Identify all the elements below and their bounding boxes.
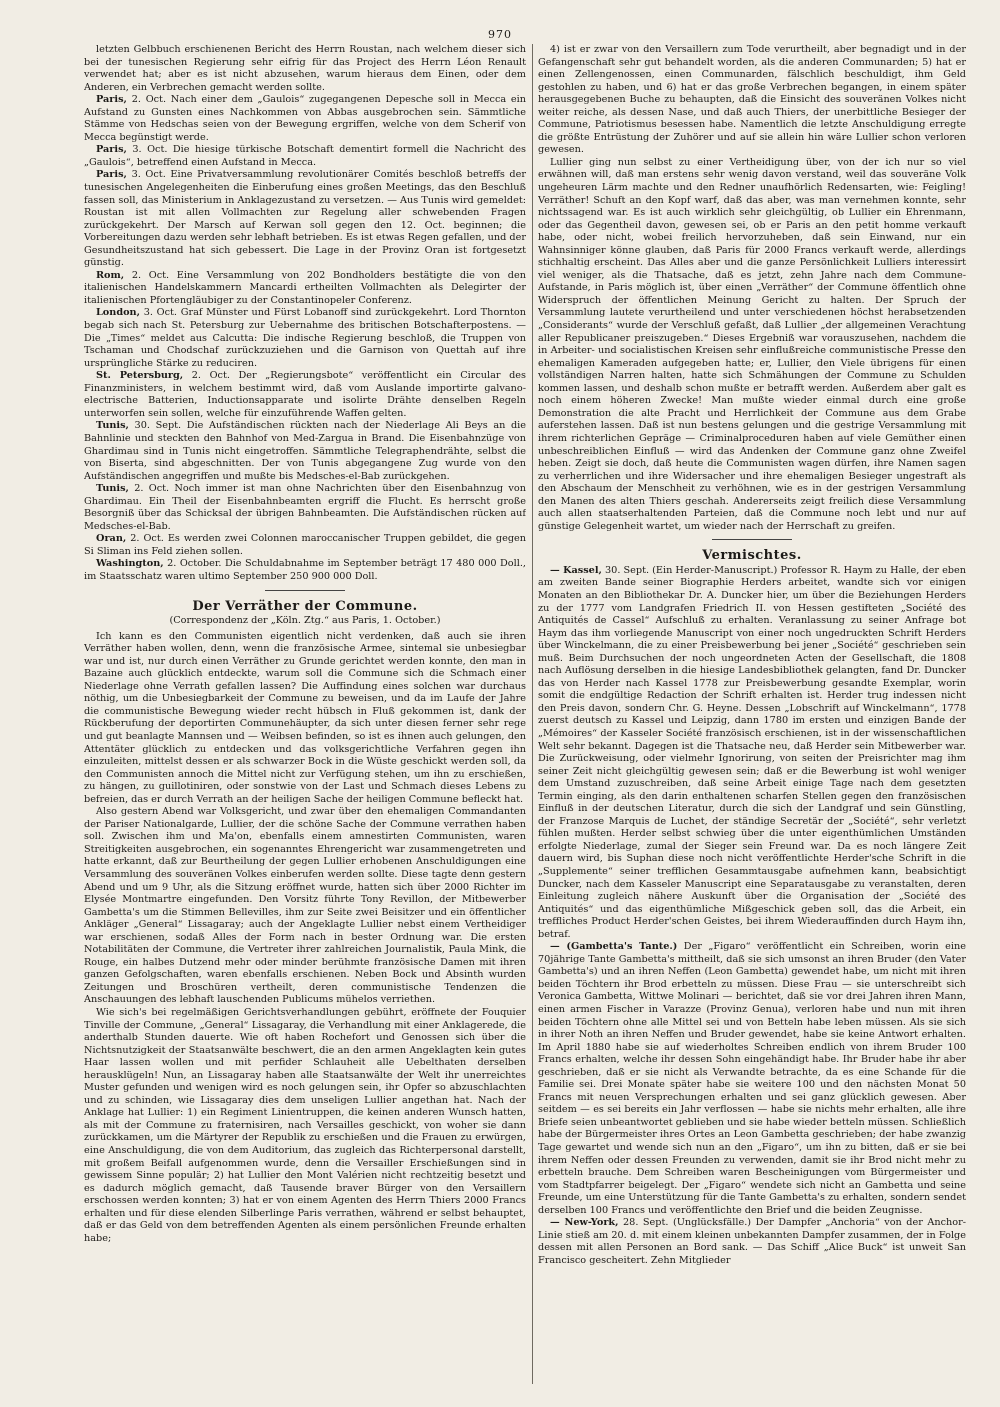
paragraph-text: 3. Oct. Eine Privatversammlung revolutionärer Comités beschloß betreffs der tunesischen Angelegenheiten die Einberufung eines großen Meetings, das den Beschluß fassen soll, das Ministerium in Anklagezustand zu versetzen. — Aus Tunis wird gemeldet: Roustan ist mit allen Vollmachten zur Regelung aller schwebenden Fragen zurückgekehrt. Der Marsch auf Kerwan soll gegen den 12. Oct. beginnen; die Vorbereitungen dazu werden sehr lebhaft betrieben. Es ist etwas Regen gefallen, und der Gesundheitszustand hat sich gebessert. Die Lage in der Provinz Oran ist fortgesetzt günstig. <box>84 169 526 269</box>
article-paragraph: 4) ist er zwar von den Versaillern zum Tode verurtheilt, aber begnadigt und in der Gefangenschaft sehr gut behandelt worden, als die anderen Communarden; 5) hat er einen Zellengenossen, einen Communarden, fälschlich beschuldigt, ihm Geld gestohlen zu haben, und 6) hat er das große Verbrechen begangen, in einem später herausgegebenen Buche zu behaupten, daß die Einsicht des souveränen Volkes nicht weiter reiche, als dessen Nase, und daß auch Thiers, der unerbittliche Besieger der Commune, Patriotismus besessen habe. Namentlich die letzte Anschuldigung erregte die größte Entrüstung der Zuhörer und auf sie allein hin wäre Lullier schon verloren gewesen. <box>538 44 966 156</box>
dispatch-paragraph <box>84 44 526 94</box>
paragraph-text: 2. Oct. Eine Versammlung von 202 Bondholders bestätigte die von den italienischen Handelskammern Mancardi ertheilten Vollmachten als Delegirter der italienischen Pfortengläubiger zu der Constantinopeler Conferenz. <box>84 269 526 306</box>
dateline: St. Petersburg, <box>96 370 184 382</box>
dispatch-paragraph <box>84 483 526 533</box>
dispatch-paragraph <box>84 370 526 420</box>
paragraph-text: Der „Figaro“ veröffentlicht ein Schreiben, worin eine 70jährige Tante Gambetta's mittheilt, daß sie sich umsonst an ihren Bruder (den Vater Gambetta's) und an ihren Neffen (Leon Gambetta) gewendet habe, um nicht mit ihren beiden Töchtern ihr Brod erbetteln zu müssen. Diese Frau — sie unterschreibt sich Veronica Gambetta, Wittwe Molinari — berichtet, daß sie vor drei Jahren ihren Mann, einen armen Fischer in Varazze (Provinz Genua), verloren habe und nun mit ihren beiden Töchtern ohne alle Mittel sei und von Betteln habe leben müssen. Als sie sich in ihrer Noth an ihren Neffen und Bruder gewendet, habe sie keine Antwort erhalten. Im April 1880 habe sie auf wiederholtes Schreiben endlich von ihrem Bruder 100 Francs erhalten, welche ihr dessen Sohn eingehändigt habe. Ihr Bruder habe ihr aber geschrieben, daß er sie nicht als Verwandte betrachte, da es eine Schande für die Familie sei. Drei Monate später habe sie weitere 100 und den nächsten Monat 50 Francs mit neuen Versprechungen erhalten und sei ganz glücklich gewesen. Aber seitdem — es sei bereits ein Jahr verflossen — habe sie nichts mehr erhalten, alle ihre Briefe seien unbeantwortet geblieben und sie habe wieder betteln müssen. Schließlich habe der Bürgermeister ihres Ortes an Leon Gambetta geschrieben; der habe zwanzig Tage gewartet und wende sich nun an den „Figaro“, um ihn zu bitten, daß er sie bei ihrem Neffen oder dessen Freunden zu verwenden, damit sie ihr Brod nicht mehr zu erbetteln brauche. Dem Schreiben waren Bescheinigungen vom Bürgermeister und vom Stadtpfarrer beigelegt. Der „Figaro“ wendete sich nicht an Gambetta und seine Freunde, um eine Unterstützung für die Tante Gambetta's zu erhalten, sondern sendet derselben 100 Francs und veröffentlichte den Brief und die beiden Zeugnisse. <box>538 941 966 1216</box>
right-column <box>538 44 966 1384</box>
dispatch-paragraph <box>84 270 526 308</box>
article-body <box>84 631 526 1246</box>
dispatch-paragraph <box>84 558 526 583</box>
dateline: Paris, <box>96 169 127 181</box>
section-title: Vermischtes. <box>702 548 802 564</box>
paragraph-text: 3. Oct. Die hiesige türkische Botschaft dementirt formell die Nachricht des „Gaulois“, betreffend einen Aufstand in Mecca. <box>84 144 526 168</box>
dateline: — (Gambetta's Tante.) <box>550 941 678 953</box>
paragraph-text: 2. October. Die Schuldabnahme im September beträgt 17 480 000 Doll., im Staatsschatz waren ultimo September 250 900 000 Doll. <box>84 558 526 582</box>
paragraph-text: 2. Oct. Es werden zwei Colonnen maroccanischer Truppen gebildet, die gegen Si Sliman ins Feld ziehen sollen. <box>84 533 526 557</box>
dispatch-paragraph <box>538 941 966 1217</box>
dispatch-paragraph <box>84 307 526 370</box>
column-rule <box>532 44 533 1384</box>
paragraph-text: 2. Oct. Der „Regierungsbote“ veröffentlicht ein Circular des Finanzministers, in welchem bestimmt wird, daß vom Auslande importirte galvano-electrische Batterien, Inductionsapparate und isolirte Drähte denselben Regeln unterworfen sein sollen, welche für einzuführende Waffen gelten. <box>84 370 526 419</box>
dateline: Rom, <box>96 269 125 281</box>
article-paragraph: Lullier ging nun selbst zu einer Vertheidigung über, von der ich nur so viel erwähnen will, daß man erstens sehr wenig davon verstand, weil das souveräne Volk ungeheuren Lärm machte und den Redner unaufhörlich Redensarten, wie: Feigling! Verräther! Schuft an den Kopf warf, daß das aber, was man vernehmen konnte, sehr nichtssagend war. Es ist auch wirklich sehr gleichgültig, ob Lullier ein Ehrenmann, oder das Gegentheil davon, gewesen sei, ob er Paris an den petit homme verkauft habe, oder nicht, wobei freilich hervorzuheben, daß sein Einwand, nur ein Wahnsinniger könne glauben, daß Paris für 2000 Francs verkauft werde, allerdings stichhaltig erscheint. Das Alles aber und die ganze Persönlichkeit Lulliers interessirt viel weniger, als die Thatsache, daß es jetzt, zehn Jahre nach dem Commune-Aufstande, in Paris möglich ist, über einen „Verräther“ der Commune öffentlich ohne Widerspruch der öffentlichen Meinung Gericht zu halten. Der Spruch der Versammlung lautete verurtheilend und unter verschiedenen höchst herabsetzenden „Considerants“ wurde der Verschluß gefaßt, daß Lullier „der allgemeinen Verachtung aller Republicaner preiszugeben.“ Dieses Ergebniß war vorauszusehen, nachdem die in Arbeiter- und socialistischen Kreisen sehr einflußreiche communistische Presse den ehemaligen Kameraden aufgegeben hatte; er, Lullier, den Viele übrigens für einen vollständigen Narren halten, hatte sich Schmähungen der Commune zu Schulden kommen lassen, und deshalb schon mußte er betrafft werden. Außerdem aber galt es noch einem höheren Zwecke! Man mußte wieder einmal durch eine große Demonstration die alte Pracht und Herrlichkeit der Commune aus dem Grabe auferstehen lassen. Daß ist nun bestens gelungen und die gestrige Versammlung mit ihrem richterlichen Gepräge — Criminalproceduren haben auf viele Gemüther einen unbeschreiblichen Einfluß — wird das Andenken der Commune ganz ohne Zweifel heben. Zeigt sie doch, daß heute die Communisten wagen dürfen, ihre Namen sagen zu verherrlichen und ihre Widersacher und ihre ehemaligen Besieger ungestraft als den Abschaum der Menschheit zu verhöhnen, wie es in der gestrigen Versammlung den Manen des alten Thiers geschah. Andererseits zeigt freilich diese Versammlung auch allen staatserhaltenden Parteien, daß die Commune noch lebt und nur auf günstige Gelegenheit wartet, um wieder nach der Herrschaft zu greifen. <box>538 156 966 532</box>
news-dispatches <box>84 44 526 584</box>
paragraph-text: 28. Sept. (Unglücksfälle.) Der Dampfer „Anchoria“ von der Anchor-Linie stieß am 20. d. mit einem kleinen unbekannten Dampfer zusammen, der in Folge dessen mit allen Personen an Bord sank. — Das Schiff „Alice Buck“ ist unweit San Francisco gescheitert. Zehn Mitglieder <box>538 1217 966 1266</box>
paragraph-text: letzten Gelbbuch erschienenen Bericht des Herrn Roustan, nach welchem dieser sich bei der tunesischen Regierung sehr eifrig für das Project des Herrn Léon Renault verwendet hat; aber es ist nicht abzusehen, warum hieraus dem Einen, oder dem Anderen, ein Verbrechen gemacht werden sollte. <box>84 44 526 93</box>
dispatch-paragraph <box>84 94 526 144</box>
dispatch-paragraph <box>84 144 526 169</box>
dateline: Paris, <box>96 144 127 156</box>
dispatch-paragraph <box>84 169 526 269</box>
page-number: 970 <box>488 28 512 41</box>
dateline: Oran, <box>96 533 127 545</box>
article-paragraph: Ich kann es den Communisten eigentlich nicht verdenken, daß auch sie ihren Verräther haben wollen, denn, wenn die französische Armee, sintemal sie unbesiegbar war und ist, nur durch einen Verräther zu Grunde gerichtet werden konnte, den man in Bazaine auch glücklich entdeckte, warum soll die Commune sich die Schmach einer Niederlage ohne Verrath gefallen lassen? Die Auffindung eines solchen war durchaus nöthig, um die Unbesiegbarkeit der Commune zu beweisen, und da im Laufe der Jahre die communistische Bewegung wieder recht hübsch in Fluß gekommen ist, dank der Rückberufung der deportirten Communehäupter, da sich unter diesen ferner sehr rege und gut beanlagte Mannsen und — Weibsen befinden, so ist es ihnen auch gelungen, den Attentäter glücklich zu entdecken und das volksgerichtliche Verfahren gegen ihn einzuleiten, mittelst dessen er als schwarzer Bock in die Wüste geschickt werden soll, da den Communisten annoch die Mittel nicht zur Verfügung stehen, um ihn zu erschießen, zu hängen, zu guillotiniren, oder sonstwie von der Last und Schmach dieses Lebens zu befreien, das er durch Verrath an der heiligen Sache der heiligen Commune befleckt hat. <box>84 630 526 805</box>
paragraph-text: 30. Sept. Die Aufständischen rückten nach der Niederlage Ali Beys an die Bahnlinie und steckten den Bahnhof von Med-Zargua in Brand. Die Eisenbahnzüge von Ghardimau sind in Tunis nicht eingetroffen. Sämmtliche Telegraphendrähte, selbst die von Biserta, sind abgeschnitten. Der von Tunis abgegangene Zug wurde von den Aufständischen angegriffen und mußte bis Medsches-el-Bab zurückgehen. <box>84 420 526 482</box>
section-divider <box>265 590 345 591</box>
paragraph-text: 2. Oct. Noch immer ist man ohne Nachrichten über den Eisenbahnzug von Ghardimau. Ein Theil der Eisenbahnbeamten ergriff die Flucht. Es herrscht große Besorgniß über das Schicksal der übrigen Bahnbeamten. Die Aufständischen rücken auf Medsches-el-Bab. <box>84 483 526 532</box>
dispatch-paragraph <box>538 565 966 941</box>
paragraph-text: 3. Oct. Graf Münster und Fürst Lobanoff sind zurückgekehrt. Lord Thornton begab sich nach St. Petersburg zur Uebernahme des britischen Botschafterpostens. — Die „Times“ meldet aus Calcutta: Die indische Regierung beschloß, die Truppen von Tschaman und Chodschaf zurückzuziehen und die Garnison von Quettah auf ihre ursprüngliche Stärke zu reduciren. <box>84 307 526 369</box>
article-continuation <box>538 44 966 533</box>
article-title: Der Verräther der Commune. <box>192 598 418 614</box>
dispatch-paragraph <box>84 420 526 483</box>
article-paragraph: Also gestern Abend war Volksgericht, und zwar über den ehemaligen Commandanten der Pariser Nationalgarde, Lullier, der die schöne Sache der Commune verrathen haben soll. Zwischen ihm und Ma'on, ebenfalls einem amnestirten Communisten, waren Streitigkeiten ausgebrochen, ein sogenanntes Ehrengericht war zusammengetreten und hatte erkannt, daß zur Beurtheilung der gegen Lullier erhobenen Anschuldigungen eine Versammlung des souveränen Volkes einberufen werden sollte. Diese tagte denn gestern Abend und um 9 Uhr, als die Sitzung eröffnet wurde, hatten sich über 2000 Richter im Elysée Montmartre eingefunden. Den Vorsitz führte Tony Revillon, der Mitbewerber Gambetta's um die Stimmen Bellevilles, ihm zur Seite zwei Beisitzer und ein öffentlicher Ankläger „General“ Lissagaray; auch der Angeklagte Lullier nebst einem Vertheidiger war erschienen, sodaß Alles der Form nach in bester Ordnung war. Die ersten Notabilitäten der Commune, die Vertreter ihrer zahlreichen Journalistik, Paula Mink, die Rouge, ein halbes Dutzend mehr oder minder berühmte französische Damen mit ihren ganzen Gefolgschaften, waren ebenfalls erschienen. Neben Bock und Absinth wurden Zeitungen und Broschüren vertheilt, deren communistische Tendenzen die Anschauungen des lebhaft lauschenden Publicums mühelos verriethen. <box>84 806 526 1006</box>
paragraph-text: 2. Oct. Nach einer dem „Gaulois“ zugegangenen Depesche soll in Mecca ein Aufstand zu Gunsten eines Nachkommen von Abbas ausgebrochen sein. Sämmtliche Stämme von Hedschas seien von der Bewegung ergriffen, welche von dem Scherif von Mecca begünstigt werde. <box>84 94 526 143</box>
paragraph-text: 30. Sept. (Ein Herder-Manuscript.) Professor R. Haym zu Halle, der eben am zweiten Bande seiner Biographie Herders arbeitet, wandte sich vor einigen Monaten an den Bibliothekar Dr. A. Duncker hier, um über die Beziehungen Herders zu der 1777 vom Landgrafen Friedrich II. von Hessen gestifteten „Société des Antiquités de Cassel“ Aufschluß zu erhalten. Veranlassung zu seiner Anfrage bot Haym das ihm vorliegende Manuscript von einer noch ungedruckten Schrift Herders über Winckelmann, die zu einer Preisbewerbung bei jener „Société“ geschrieben sein muß. Beim Durchsuchen der noch ungeordneten Acten der Gesellschaft, die 1808 nach Auflösung derselben in die hiesige Landesbibliothek gelangten, fand Dr. Duncker das von Herder nach Kassel 1778 zur Preisbewerbung gesandte Exemplar, worin somit die endgültige Redaction der Schrift erhalten ist. Herder trug indessen nicht den Preis davon, sondern Chr. G. Heyne. Dessen „Lobschrift auf Winckelmann“, 1778 zuerst deutsch zu Kassel und Leipzig, dann 1780 im ersten und einzigen Bande der „Mémoires“ der Kasseler Société französisch erschienen, ist in der wissenschaftlichen Welt sehr bekannt. Dagegen ist die Thatsache neu, daß Herder sein Mitbewerber war. Die Zurückweisung, oder vielmehr Ignorirung, von seiten der Preisrichter mag ihm seiner Zeit nicht gleichgültig gewesen sein; daß er die Bewerbung ist wohl weniger dem Umstand zuzuschreiben, daß seine Arbeit einige Tage nach dem gesetzten Termin einging, als den darin enthaltenen scharfen Stellen gegen den französischen Einfluß in der deutschen Literatur, durch die sich der Landgraf und sein Günstling, der Franzose Marquis de Luchet, der ständige Secretär der „Société“, sehr verletzt fühlen mußten. Herder selbst schwieg über die unter eigenthümlichen Umständen erfolgte Niederlage, zumal der Sieger sein Freund war. Da es noch längere Zeit dauern wird, bis Suphan diese noch nicht veröffentlichte Herder'sche Schrift in die „Supplemente“ seiner trefflichen Gesammtausgabe aufnehmen kann, beabsichtigt Duncker, nach dem Kasseler Manuscript eine Separatausgabe zu veranstalten, deren Einleitung zugleich nähere Auskunft über die Organisation der „Société des Antiquités“ und das eigenthümliche Mißgeschick geben soll, das die Arbeit, ein treffliches Product Herder'schen Geistes, bei ihrem Wiederauffinden durch Haym ihn, betraf. <box>538 564 966 940</box>
section-divider <box>712 539 792 540</box>
dateline: — New-York, <box>550 1217 619 1229</box>
article-byline: (Correspondenz der „Köln. Ztg.“ aus Paris, 1. October.) <box>169 615 441 627</box>
dateline: Paris, <box>96 94 127 106</box>
dispatch-paragraph <box>538 1217 966 1267</box>
left-column <box>84 44 526 1384</box>
dateline: Washington, <box>96 558 164 570</box>
dateline: Tunis, <box>96 483 129 495</box>
dispatch-paragraph <box>84 533 526 558</box>
miscellany-body <box>538 565 966 1268</box>
article-paragraph: Wie sich's bei regelmäßigen Gerichtsverhandlungen gebührt, eröffnete der Fouquier Tinville der Commune, „General“ Lissagaray, die Verhandlung mit einer Anklagerede, die anderthalb Stunden dauerte. Wie oft haben Rochefort und Genossen sich über die Nichtsnutzigkeit der Staatsanwälte beschwert, die an den armen Angeklagten kein gutes Haar lassen wollen und mit perfider Schlauheit alle Uebelthaten derselben herausklügeln! Nun, an Lissagaray haben alle Staatsanwälte der Welt ihr unerreichtes Muster gefunden und wenigen wird es noch gelungen sein, ihr Opfer so abzuschlachten und zu schinden, wie Lissagaray dies dem unseligen Lullier angethan hat. Nach der Anklage hat Lullier: 1) ein Regiment Linientruppen, die keinen anderen Wunsch hatten, als mit der Commune zu fraternisiren, nach Versailles geschickt, von woher sie dann zurückkamen, um die Märtyrer der Republik zu erschießen und die Frauen zu erwürgen, eine Anschuldigung, die von dem Auditorium, das zugleich das Richterpersonal darstellt, mit großem Beifall aufgenommen wurde, denn die Versailler Erschießungen sind in gewissem Sinne populär; 2) hat Lullier den Mont Valérien nicht rechtzeitig besetzt und es dadurch möglich gemacht, daß Tausende braver Bürger von den Versaillern erschossen werden konnten; 3) hat er von einem Agenten des Herrn Thiers 2000 Francs erhalten und für diese elenden Silberlinge Paris verrathen, während er selbst behauptet, daß er das Geld von dem betreffenden Agenten als einem persönlichen Freunde erhalten habe; <box>84 1007 526 1244</box>
dateline: Tunis, <box>96 420 129 432</box>
dateline: — Kassel, <box>550 564 602 576</box>
dateline: London, <box>96 307 140 319</box>
